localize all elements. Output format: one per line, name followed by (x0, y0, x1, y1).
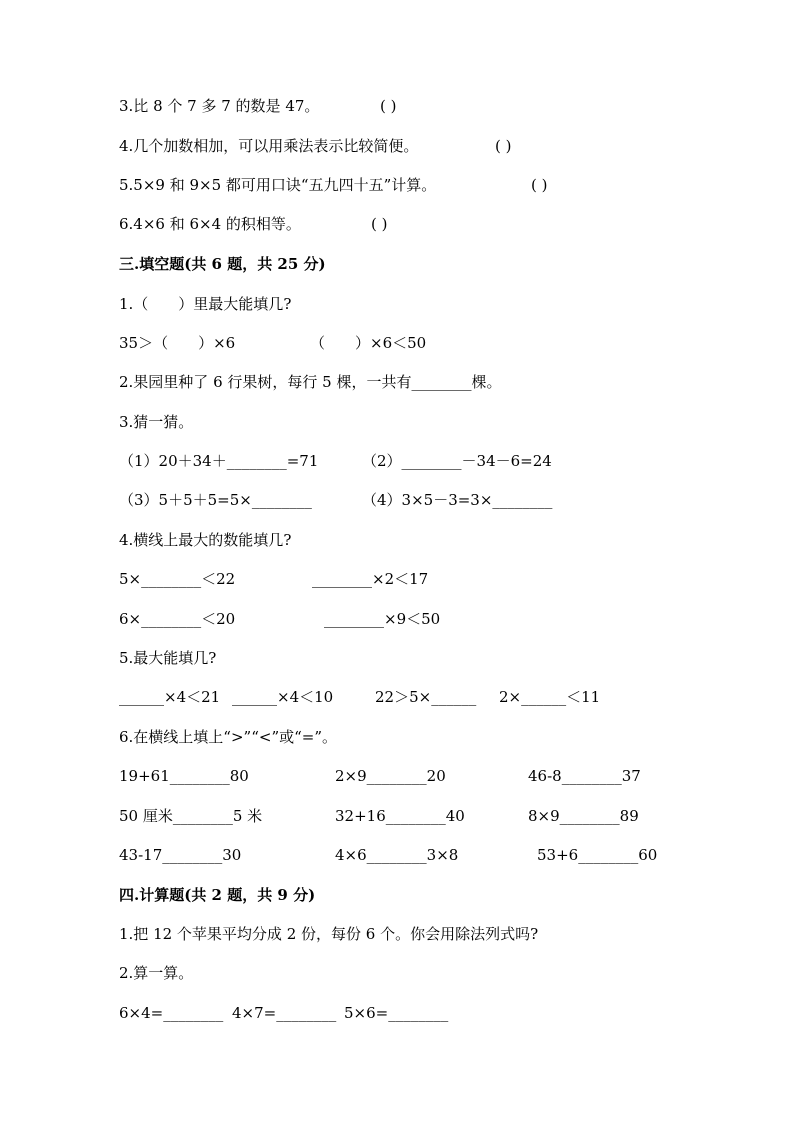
fill-q5-d: 2×______＜11 (499, 688, 601, 706)
calc-q1: 1.把 12 个苹果平均分成 2 份，每份 6 个。你会用除法列式吗? (119, 925, 539, 943)
fill-q6-r1b: 2×9________20 (335, 767, 446, 785)
fill-q4-a: 5×________＜22 (119, 570, 236, 588)
fill-q5-b: ______×4＜10 (232, 688, 334, 706)
fill-q6-r1a: 19+61________80 (119, 767, 249, 785)
fill-q3-3: （3）5＋5＋5=5×________ (119, 491, 312, 509)
fill-q4-c: 6×________＜20 (119, 610, 236, 628)
fill-q4: 4.横线上最大的数能填几? (119, 531, 292, 549)
fill-q3: 3.猜一猜。 (119, 413, 194, 431)
fill-q1-b: （ ）×6＜50 (310, 334, 427, 352)
judge-q6: 6.4×6 和 6×4 的积相等。 (119, 215, 301, 233)
calc-section-heading: 四.计算题(共 2 题，共 9 分) (119, 886, 316, 904)
fill-q6-r2b: 32+16________40 (335, 807, 465, 825)
calc-q2: 2.算一算。 (119, 964, 194, 982)
fill-q6-r3c: 53+6________60 (537, 846, 658, 864)
judge-q5-answer-paren: ( ) (531, 176, 548, 194)
judge-q3-answer-paren: ( ) (380, 97, 397, 115)
fill-q1: 1.（ ）里最大能填几? (119, 295, 292, 313)
fill-q6-r3a: 43-17________30 (119, 846, 242, 864)
fill-q6-r2c: 8×9________89 (528, 807, 639, 825)
calc-q2-c: 5×6=________ (344, 1004, 449, 1022)
fill-q6-r3b: 4×6________3×8 (335, 846, 459, 864)
judge-q3: 3.比 8 个 7 多 7 的数是 47。 (119, 97, 320, 115)
fill-q6: 6.在横线上填上“>”“<”或“=”。 (119, 728, 338, 746)
fill-q6-r1c: 46-8________37 (528, 767, 641, 785)
fill-q6-r2a: 50 厘米________5 米 (119, 807, 263, 825)
fill-q5-a: ______×4＜21 (119, 688, 221, 706)
judge-q4-answer-paren: ( ) (495, 137, 512, 155)
fill-q1-a: 35＞（ ）×6 (119, 334, 236, 352)
fill-q5-c: 22＞5×______ (375, 688, 477, 706)
fill-q3-2: （2）________－34－6=24 (362, 452, 552, 470)
calc-q2-b: 4×7=________ (232, 1004, 337, 1022)
fill-q5: 5.最大能填几? (119, 649, 217, 667)
calc-q2-a: 6×4=________ (119, 1004, 224, 1022)
fill-q4-d: ________×9＜50 (324, 610, 441, 628)
fill-section-heading: 三.填空题(共 6 题，共 25 分) (119, 255, 326, 273)
fill-q2: 2.果园里种了 6 行果树，每行 5 棵，一共有________棵。 (119, 373, 502, 391)
judge-q5: 5.5×9 和 9×5 都可用口诀“五九四十五”计算。 (119, 176, 437, 194)
fill-q4-b: ________×2＜17 (312, 570, 429, 588)
fill-q3-1: （1）20＋34＋________=71 (119, 452, 319, 470)
fill-q3-4: （4）3×5－3=3×________ (362, 491, 553, 509)
judge-q6-answer-paren: ( ) (371, 215, 388, 233)
judge-q4: 4.几个加数相加，可以用乘法表示比较简便。 (119, 137, 419, 155)
